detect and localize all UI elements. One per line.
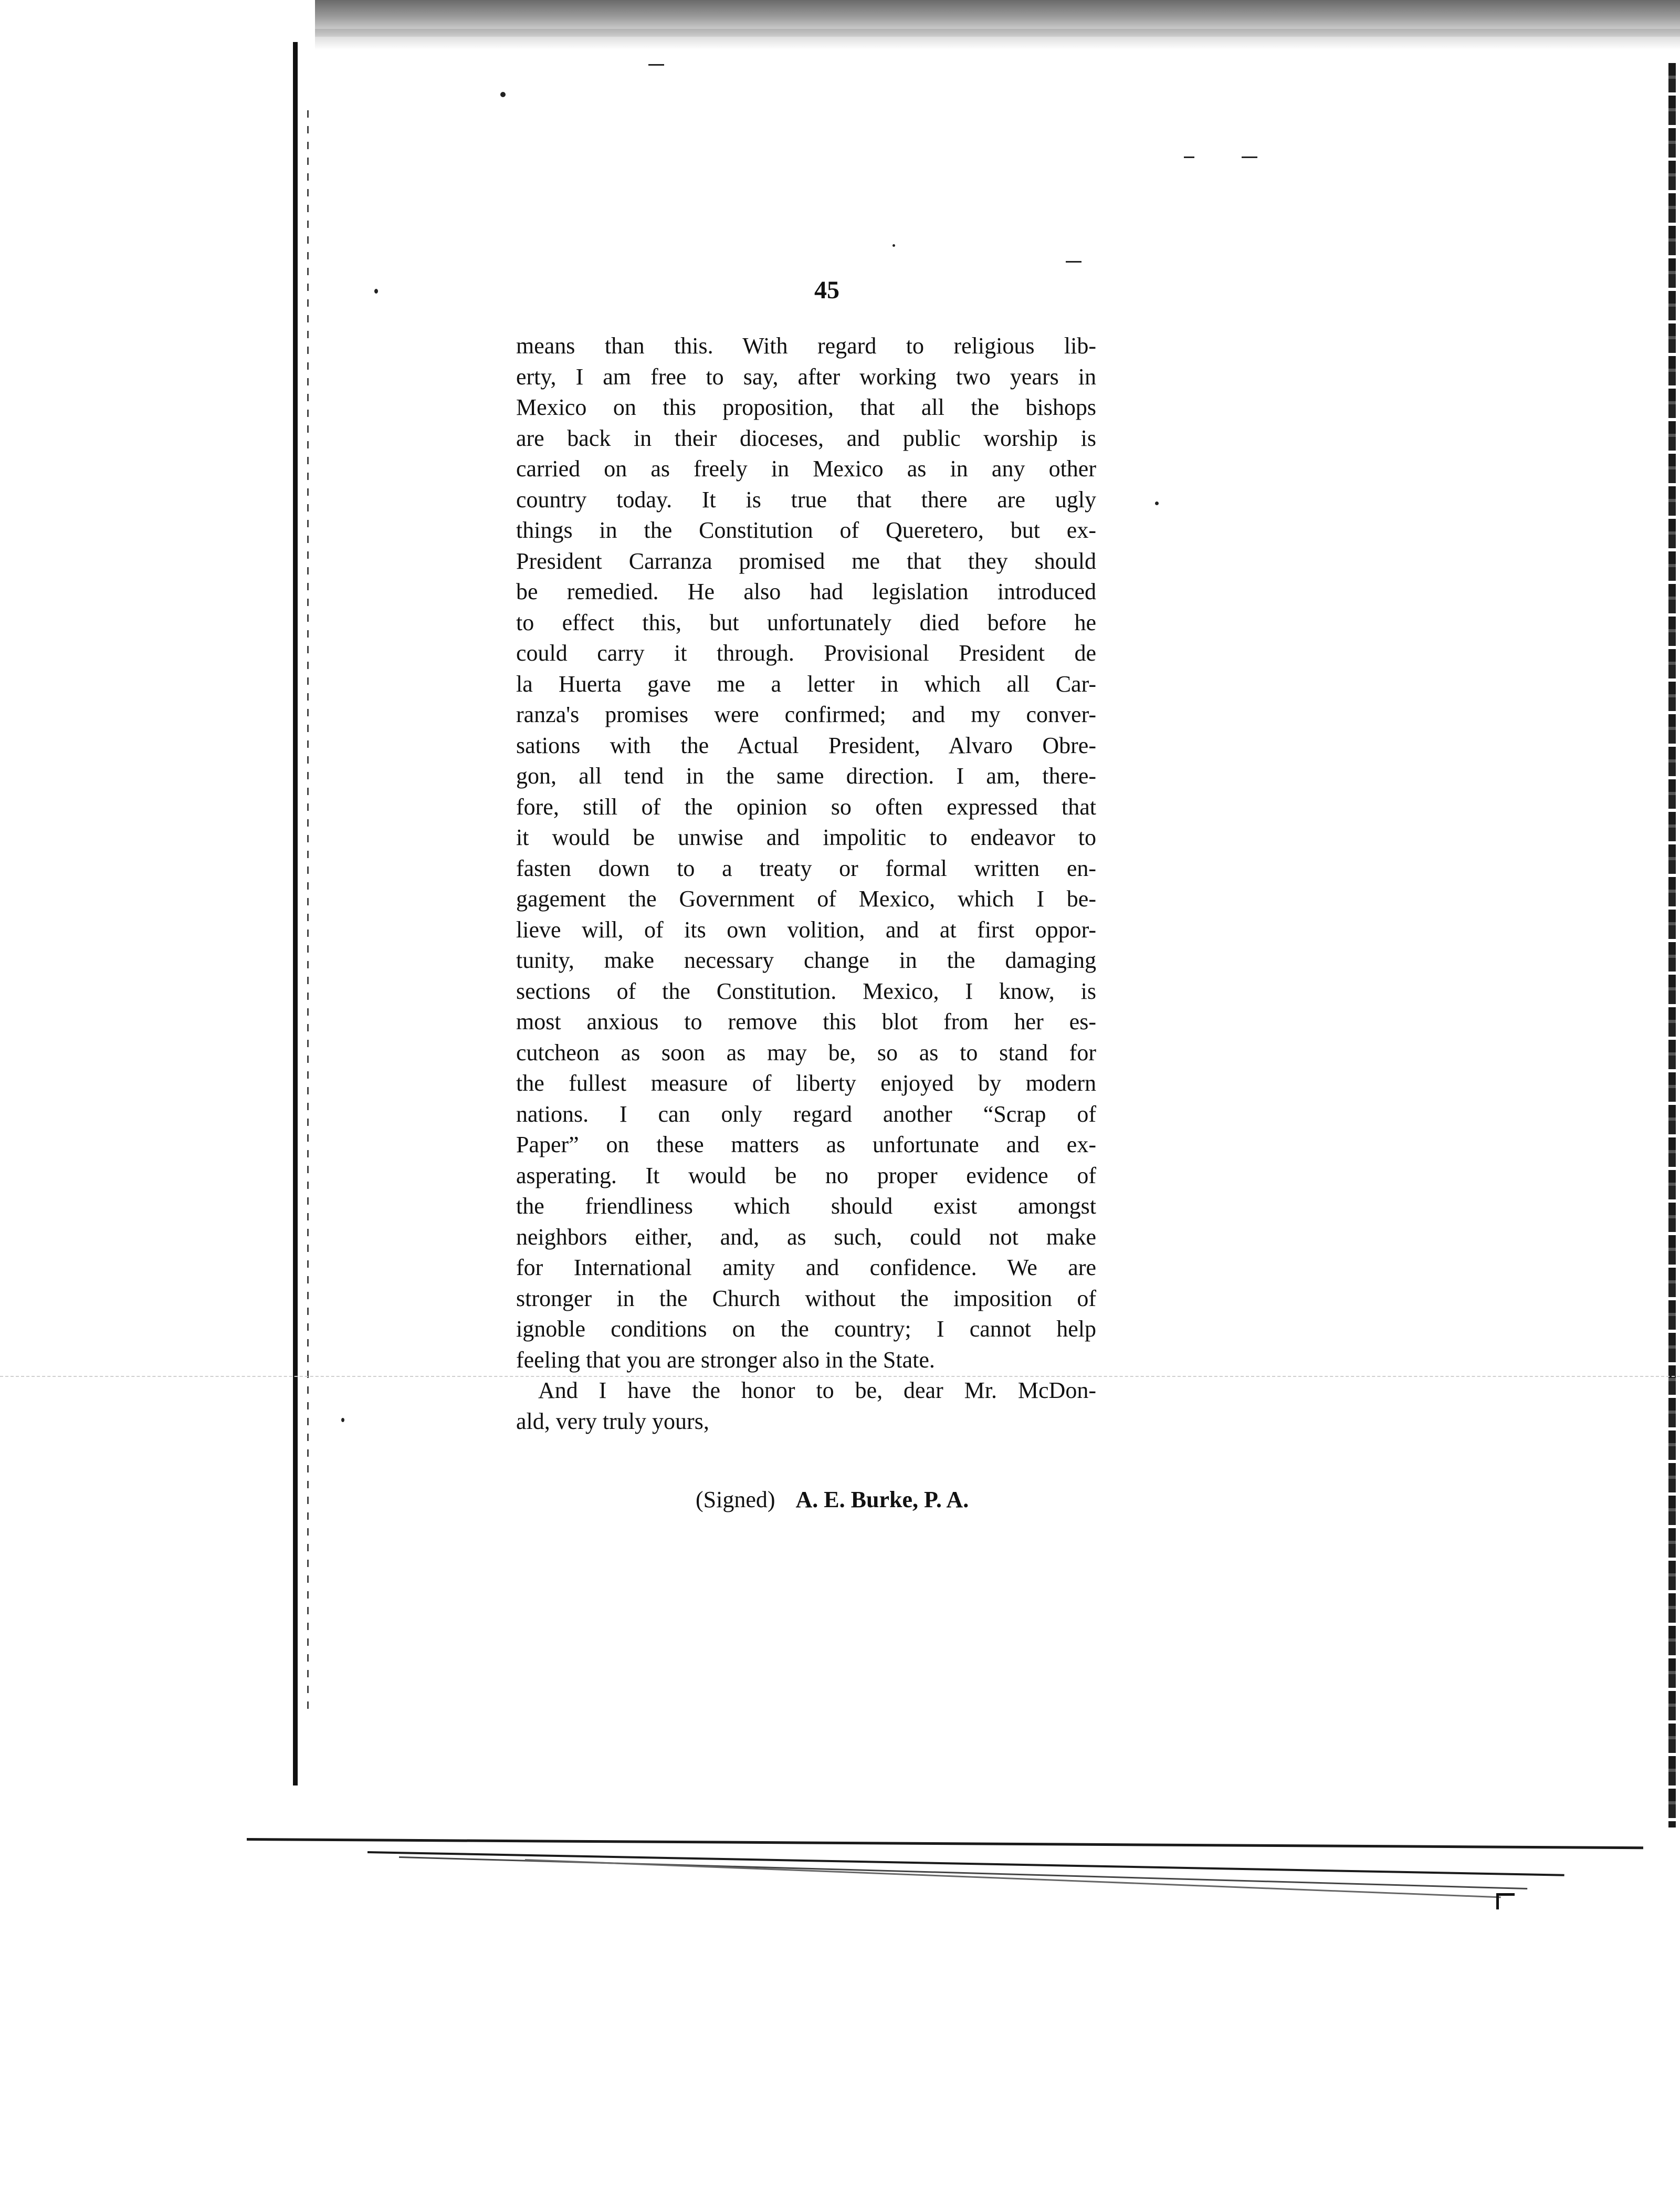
dust-speck [500, 92, 506, 97]
bottom-page-edge [247, 1838, 1643, 1849]
signature-name: A. E. Burke, P. A. [795, 1487, 969, 1512]
right-page-edge [1668, 63, 1676, 1828]
body-line: Mexico on this proposition, that all the bishops [516, 394, 1096, 420]
signature-prefix: (Signed) [696, 1487, 775, 1512]
body-line: be remedied. He also had legislation introduced [516, 579, 1096, 604]
body-line: sections of the Constitution. Mexico, I know, is [516, 978, 1096, 1004]
body-line: fore, still of the opinion so often expressed that [516, 793, 1096, 820]
dust-speck [892, 244, 895, 247]
body-line: could carry it through. Provisional President de [516, 640, 1096, 666]
body-line: for International amity and confidence. We are [516, 1255, 1096, 1280]
body-line: neighbors either, and, as such, could not make [516, 1224, 1096, 1250]
page-number: 45 [814, 276, 839, 304]
body-line: nations. I can only regard another “Scrap of [516, 1101, 1096, 1127]
body-line: ranza's promises were confirmed; and my conver- [516, 702, 1096, 727]
body-line: most anxious to remove this blot from her es- [516, 1009, 1096, 1035]
dust-speck [341, 1418, 344, 1422]
body-line: gon, all tend in the same direction. I am, there- [516, 763, 1096, 789]
body-line: President Carranza promised me that they should [516, 548, 1096, 574]
body-line: cutcheon as soon as may be, so as to stand for [516, 1039, 1096, 1066]
body-line: lieve will, of its own volition, and at first oppor- [516, 916, 1096, 943]
body-line: gagement the Government of Mexico, which I be- [516, 886, 1096, 912]
closing-line: And I have the honor to be, dear Mr. McDon- [538, 1377, 1096, 1403]
body-line: ignoble conditions on the country; I cannot help [516, 1316, 1096, 1342]
body-line: are back in their dioceses, and public worship is [516, 425, 1096, 451]
signature-line [696, 1486, 969, 1513]
body-line: country today. It is true that there are ugly [516, 486, 1096, 513]
body-line: la Huerta gave me a letter in which all Car- [516, 671, 1096, 697]
body-line: carried on as freely in Mexico as in any other [516, 456, 1096, 482]
body-line: the fullest measure of liberty enjoyed by modern [516, 1070, 1096, 1096]
body-line: Paper” on these matters as unfortunate and ex- [516, 1132, 1096, 1157]
body-line: fasten down to a treaty or formal written en- [516, 855, 1096, 881]
body-line: tunity, make necessary change in the damaging [516, 947, 1096, 973]
dust-speck [374, 289, 378, 294]
body-line: things in the Constitution of Queretero, but ex- [516, 517, 1096, 543]
letter-body [516, 331, 1096, 1437]
body-line: sations with the Actual President, Alvaro Obre- [516, 732, 1096, 758]
body-line: the friendliness which should exist amongst [516, 1193, 1096, 1219]
top-sheet-fade [315, 29, 1680, 50]
corner-mark [1496, 1893, 1515, 1909]
body-line: asperating. It would be no proper evidence of [516, 1162, 1096, 1188]
dust-speck [1066, 261, 1082, 263]
left-binding-marks [307, 110, 309, 1717]
dust-speck [1184, 156, 1194, 158]
closing-line: ald, very truly yours, [516, 1408, 709, 1434]
body-line: to effect this, but unfortunately died before he [516, 609, 1096, 635]
dust-speck [1242, 156, 1257, 158]
body-line: stronger in the Church without the imposition of [516, 1285, 1096, 1311]
dust-speck [648, 64, 664, 66]
body-line: erty, I am free to say, after working two years in [516, 363, 1096, 390]
body-line: feeling that you are stronger also in the State. [516, 1346, 935, 1373]
left-page-edge [293, 42, 298, 1785]
body-line: means than this. With regard to religious lib- [516, 333, 1096, 359]
body-line: it would be unwise and impolitic to endeavor to [516, 824, 1096, 850]
dust-speck [1155, 502, 1159, 505]
